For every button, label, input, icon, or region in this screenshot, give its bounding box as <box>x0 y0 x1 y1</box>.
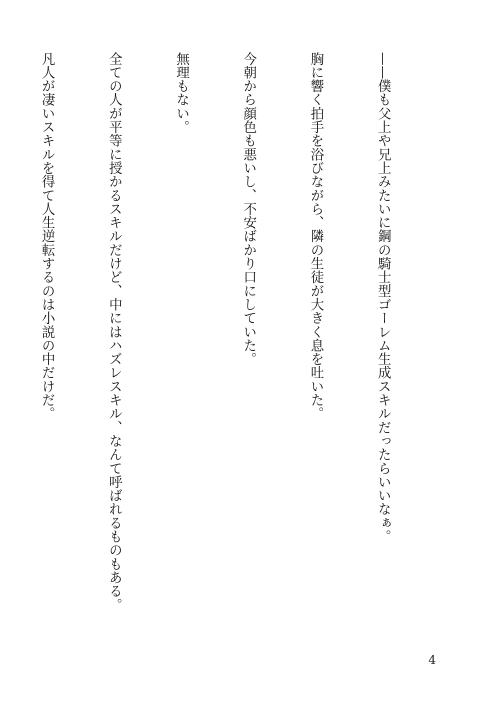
text-line: 無理もない。 <box>173 52 189 134</box>
page-number: 4 <box>428 653 436 667</box>
text-line: 凡人が凄いスキルを得て人生逆転するのは小説の中だけだ。 <box>39 52 55 421</box>
text-line: 全ての人が平等に授かるスキルだけど、中にはハズレスキル、なんて呼ばれるものもある。 <box>106 52 122 612</box>
vertical-text-block <box>38 52 438 612</box>
text-line: ——僕も父上や兄上みたいに鋼の騎士型ゴーレム生成スキルだったらいいなぁ。 <box>375 52 391 544</box>
text-line: 今朝から顔色も悪いし、不安ばかり口にしていた。 <box>240 52 256 366</box>
text-line: 胸に響く拍手を浴びながら、隣の生徒が大きく息を吐いた。 <box>307 52 323 421</box>
